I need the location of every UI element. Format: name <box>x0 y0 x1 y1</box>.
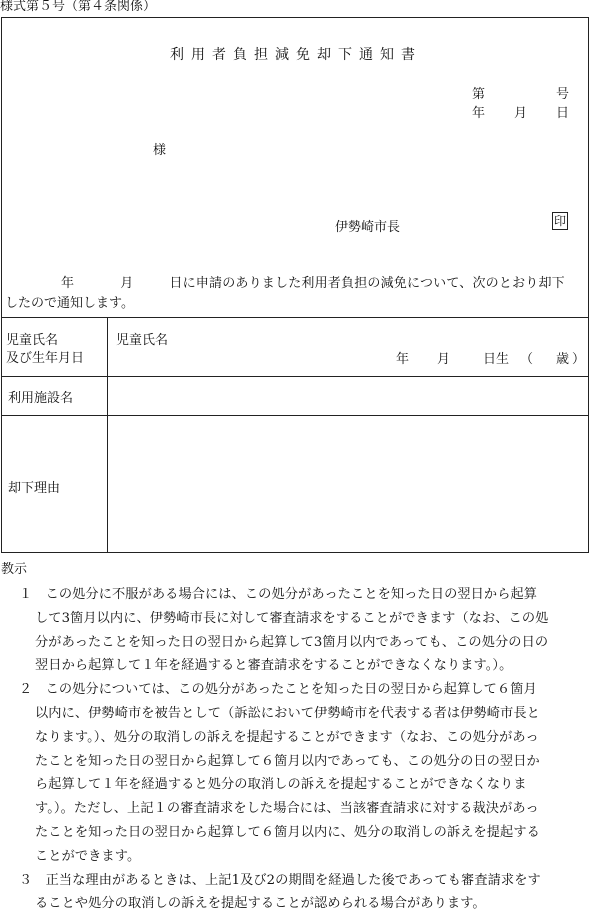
instruction-line: たことを知った日の翌日から起算して６箇月以内であっても、この処分の日の翌日か <box>35 753 540 769</box>
instruction-line: す。）。ただし、上記１の審査請求をした場合には、当該審査請求に対する裁決があっ <box>35 801 539 817</box>
birth-day: 日生 <box>483 352 510 367</box>
recipient-honorific: 様 <box>153 143 167 158</box>
instruction-line: して3箇月以内に、伊勢崎市長に対して審査請求をすることができます（なお、この処 <box>35 610 549 626</box>
birth-year: 年 <box>396 352 410 367</box>
application-month: 月 <box>120 276 134 291</box>
notice-number-label: 第 <box>472 87 486 102</box>
instruction-line: ら起算して１年を経過すると処分の取消しの訴えを提起することができなくなりま <box>35 777 527 793</box>
birth-month: 月 <box>437 352 451 367</box>
instruction-line: たことを知った日の翌日から起算して６箇月以内に、処分の取消しの訴えを提起する <box>35 825 540 840</box>
instruction-line: ることや処分の取消しの訴えを提起することが認められる場合があります。 <box>35 896 486 911</box>
issuer-name: 伊勢崎市長 <box>335 220 401 235</box>
application-year: 年 <box>61 276 75 291</box>
notice-body-line-2: したので通知します。 <box>5 296 134 311</box>
instruction-line: ３ 正当な理由があるときは、上記1及び2の期間を経過した後であっても審査請求をす <box>19 872 541 888</box>
table-row-divider <box>1 415 589 416</box>
form-number: 様式第５号（第４条関係） <box>0 0 157 14</box>
instruction-line: 翌日から起算して１年を経過すると審査請求をすることができなくなります。）。 <box>35 658 513 674</box>
table-row-divider <box>1 376 589 377</box>
child-label-line-2: 及び生年月日 <box>6 351 85 366</box>
age-open-paren: （ <box>520 352 534 367</box>
instruction-line: ２ この処分については、この処分があったことを知った日の翌日から起算して６箇月 <box>19 682 537 698</box>
facility-label: 利用施設名 <box>8 391 74 406</box>
notice-body-line-1 <box>5 272 565 291</box>
table-column-divider <box>107 317 108 553</box>
issue-date-year: 年 <box>472 106 486 121</box>
instruction-line: ことができます。 <box>35 848 141 864</box>
instruction-line: １ この処分に不服がある場合には、この処分があったことを知った日の翌日から起算 <box>19 587 538 602</box>
age-label: 歳 <box>556 352 570 367</box>
notice-number-suffix: 号 <box>556 87 570 102</box>
child-name-field: 児童氏名 <box>116 333 169 348</box>
age-close-paren: ） <box>572 352 586 367</box>
issue-date-month: 月 <box>514 106 528 121</box>
document-title: 利用者負担減免却下通知書 <box>170 47 422 63</box>
instruction-line: 分があったことを知った日の翌日から起算して3箇月以内であっても、この処分の日の <box>35 634 549 650</box>
instruction-line: 以内に、伊勢崎市を被告として（訴訟において伊勢崎市を代表する者は伊勢崎市長と <box>35 706 540 721</box>
table-top-border <box>1 317 589 318</box>
seal-box: 印 <box>553 214 566 228</box>
notice-body-text: 日に申請のありました利用者負担の減免について、次のとおり却下 <box>169 276 565 291</box>
child-label-line-1: 児童氏名 <box>6 333 59 348</box>
issue-date-day: 日 <box>556 106 570 121</box>
rejection-reason-label: 却下理由 <box>8 481 61 496</box>
instruction-line: なります。）、処分の取消しの訴えを提起することができます（なお、この処分があっ <box>35 729 539 745</box>
instructions-heading: 教示 <box>1 562 28 577</box>
